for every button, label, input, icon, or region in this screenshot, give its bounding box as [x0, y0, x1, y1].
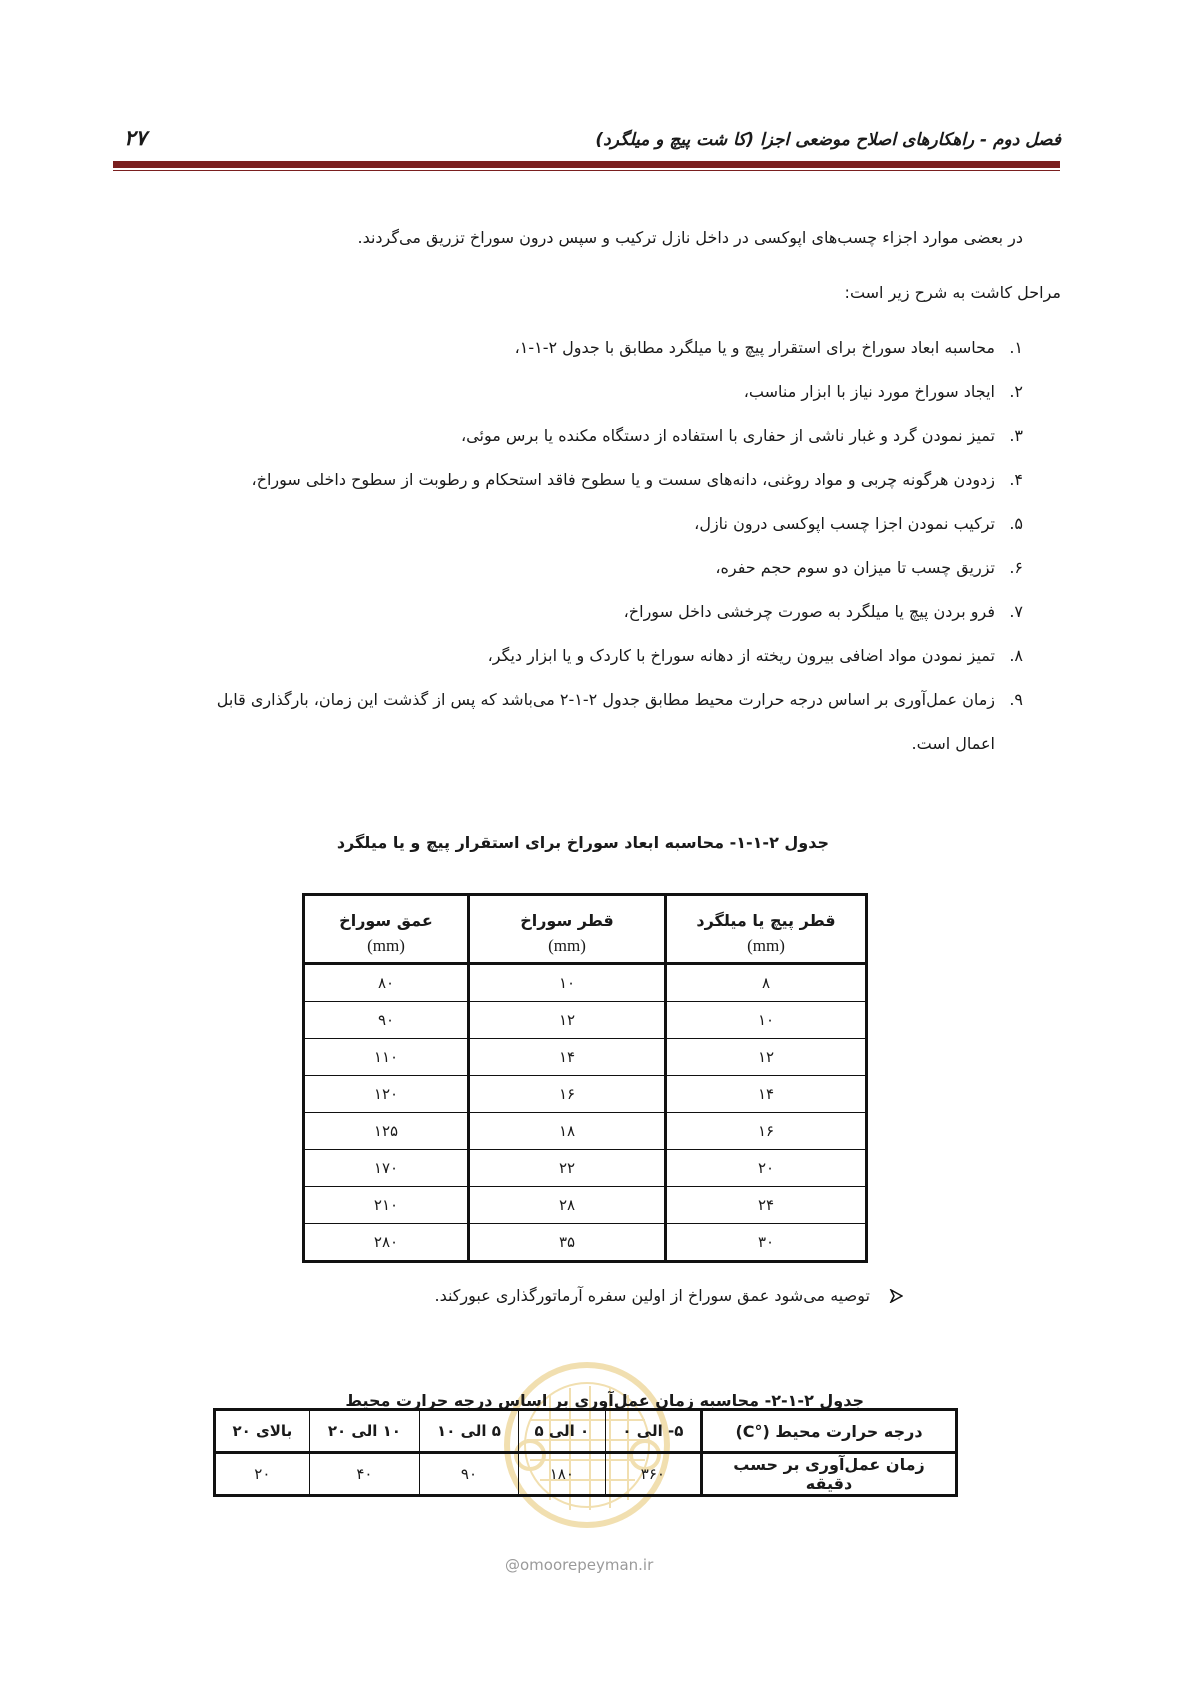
steps-list	[123, 336, 1023, 776]
table-cell: ۲۲	[469, 1150, 666, 1187]
table-row	[304, 1150, 867, 1187]
intro-paragraph: در بعضی موارد اجزاء چسب‌های اپوکسی در داخل نازل ترکیب و سپس درون سوراخ تزریق می‌گردند.	[357, 228, 1023, 247]
table-cell: ۸۰	[304, 964, 469, 1002]
table-cell: ۱۷۰	[304, 1150, 469, 1187]
list-item-continuation: اعمال است.	[911, 734, 995, 753]
table-cell: ۰ الی ۵	[518, 1410, 605, 1453]
table-cell: ۵ الی ۱۰	[420, 1410, 519, 1453]
table-cell: ۱۱۰	[304, 1039, 469, 1076]
list-item: ۵. ترکیب نمودن اجزا چسب اپوکسی درون نازل،	[694, 514, 1023, 533]
table-unit: (mm)	[469, 930, 666, 964]
list-item: ۳. تمیز نمودن گرد و غبار ناشی از حفاری با استفاده از دستگاه مکنده یا برس موئی،	[461, 426, 1023, 445]
table-cell: ۳۰	[666, 1224, 867, 1262]
row-header: درجه حرارت محیط (°C)	[702, 1410, 957, 1453]
table-cell: ۹۰	[304, 1002, 469, 1039]
table-row	[304, 1187, 867, 1224]
table-cell: ۲۱۰	[304, 1187, 469, 1224]
table-cell: ۲۰	[215, 1453, 310, 1496]
table-cell: ۱۸	[469, 1113, 666, 1150]
table-cell: ۲۴	[666, 1187, 867, 1224]
table-cell: ۱۶	[469, 1076, 666, 1113]
recommendation-note	[434, 1286, 903, 1305]
list-item: ۹. زمان عمل‌آوری بر اساس درجه حرارت محیط مطابق جدول ۲-۱-۲ می‌باشد که پس از گذشت این زمان، بارگذاری قابل	[216, 690, 1023, 709]
table-cell: ۱۶	[666, 1113, 867, 1150]
table-cell: ۱۲	[666, 1039, 867, 1076]
table-row	[304, 1039, 867, 1076]
curing-time-table	[213, 1408, 958, 1497]
table-cell: ۱۲۰	[304, 1076, 469, 1113]
table-cell: ۹۰	[420, 1453, 519, 1496]
list-item: ۱. محاسبه ابعاد سوراخ برای استقرار پیچ و یا میلگرد مطابق با جدول ۲-۱-۱،	[514, 338, 1023, 357]
table-row	[304, 964, 867, 1002]
table-cell: ۲۸	[469, 1187, 666, 1224]
chapter-title: فصل دوم - راهکارهای اصلاح موضعی اجزا (کا شت پیچ و میلگرد)	[595, 130, 1061, 150]
table-row	[304, 1113, 867, 1150]
table-cell: ۱۰	[469, 964, 666, 1002]
list-item: ۲. ایجاد سوراخ مورد نیاز با ابزار مناسب،	[743, 382, 1023, 401]
header-rule-thin	[113, 170, 1060, 171]
list-item: ۴. زدودن هرگونه چربی و مواد روغنی، دانه‌های سست و یا سطوح فاقد استحکام و رطوبت از سطوح داخلی سوراخ،	[251, 470, 1023, 489]
table-unit: (mm)	[304, 930, 469, 964]
row-header: زمان عمل‌آوری بر حسب دقیقه	[702, 1453, 957, 1496]
table-header: قطر پیچ یا میلگرد	[666, 895, 867, 931]
hole-dimensions-table	[302, 893, 868, 1263]
table-cell: ۱۲۵	[304, 1113, 469, 1150]
table1-caption: جدول ۲-۱-۱- محاسبه ابعاد سوراخ برای استقرار پیچ و یا میلگرد	[336, 833, 829, 852]
table-header: قطر سوراخ	[469, 895, 666, 931]
table-row	[304, 1002, 867, 1039]
steps-intro: مراحل کاشت به شرح زیر است:	[844, 283, 1061, 302]
table-cell: ۲۸۰	[304, 1224, 469, 1262]
watermark-text: @omoorepeyman.ir	[505, 1556, 654, 1574]
table-cell: بالای ۲۰	[215, 1410, 310, 1453]
table-cell: ۱۲	[469, 1002, 666, 1039]
table-header: عمق سوراخ	[304, 895, 469, 931]
table-row	[215, 1410, 957, 1453]
header-rule	[113, 161, 1060, 168]
table-unit: (mm)	[666, 930, 867, 964]
table-cell: ۱۴	[469, 1039, 666, 1076]
table-cell: ۸	[666, 964, 867, 1002]
page-number: ۲۷	[124, 126, 147, 150]
list-item: ۸. تمیز نمودن مواد اضافی بیرون ریخته از دهانه سوراخ با کاردک و یا ابزار دیگر،	[487, 646, 1023, 665]
table-cell: ۱۰	[666, 1002, 867, 1039]
table-cell: ۳۶۰	[605, 1453, 701, 1496]
list-item: ۶. تزریق چسب تا میزان دو سوم حجم حفره،	[715, 558, 1023, 577]
arrow-bullet-icon	[884, 1286, 903, 1305]
table-cell: ۱۴	[666, 1076, 867, 1113]
table-cell: ۳۵	[469, 1224, 666, 1262]
table-cell: ۵- الی ۰	[605, 1410, 701, 1453]
table-cell: ۱۸۰	[518, 1453, 605, 1496]
table-row	[215, 1453, 957, 1496]
list-item: ۷. فرو بردن پیچ یا میلگرد به صورت چرخشی داخل سوراخ،	[623, 602, 1023, 621]
table-row	[304, 1224, 867, 1262]
table-row	[304, 1076, 867, 1113]
table-cell: ۴۰	[309, 1453, 419, 1496]
table2-caption: جدول ۲-۱-۲- محاسبه زمان عمل‌آوری بر اساس درجه حرارت محیط	[345, 1391, 864, 1410]
note-text: توصیه می‌شود عمق سوراخ از اولین سفره آرماتورگذاری عبورکند.	[434, 1286, 870, 1305]
table-cell: ۱۰ الی ۲۰	[309, 1410, 419, 1453]
table-cell: ۲۰	[666, 1150, 867, 1187]
